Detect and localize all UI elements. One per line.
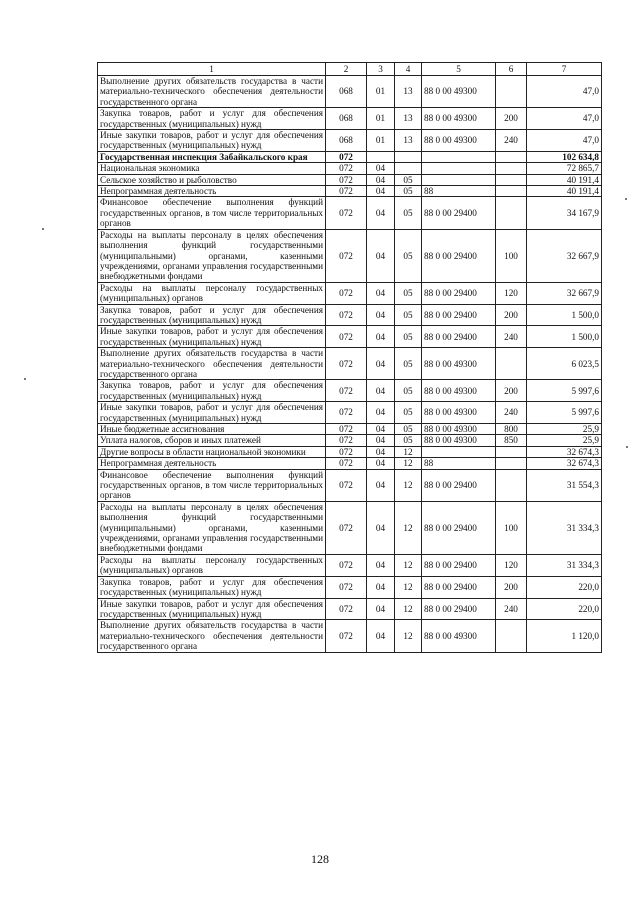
target-item-cell: 88 0 00 49300: [422, 435, 496, 446]
row-name-cell: Непрограммная деятельность: [98, 458, 326, 469]
amount-cell: 32 674,3: [527, 458, 602, 469]
row-name-cell: Иные закупки товаров, работ и услуг для обеспечения государственных (муниципальных) нужд: [98, 598, 326, 620]
subsection-cell: 12: [395, 598, 422, 620]
table-row: [98, 130, 602, 152]
expense-type-cell: 200: [496, 304, 527, 326]
column-header-2: 2: [326, 63, 367, 76]
subsection-cell: 12: [395, 620, 422, 652]
subsection-cell: 12: [395, 446, 422, 457]
target-item-cell: 88 0 00 29400: [422, 501, 496, 554]
table-row: [98, 282, 602, 304]
expense-type-cell: 240: [496, 130, 527, 152]
row-name-cell: Закупка товаров, работ и услуг для обеспечения государственных (муниципальных) нужд: [98, 380, 326, 402]
ministry-code-cell: 072: [326, 326, 367, 348]
ministry-code-cell: 072: [326, 151, 367, 162]
expense-type-cell: 240: [496, 326, 527, 348]
table-body: [98, 76, 602, 653]
ministry-code-cell: 072: [326, 304, 367, 326]
table-row: [98, 326, 602, 348]
subsection-cell: 12: [395, 458, 422, 469]
subsection-cell: 05: [395, 174, 422, 185]
section-cell: 04: [367, 348, 395, 380]
section-cell: 04: [367, 304, 395, 326]
row-name-cell: Сельское хозяйство и рыболовство: [98, 174, 326, 185]
section-cell: 04: [367, 469, 395, 501]
row-name-cell: Иные закупки товаров, работ и услуг для обеспечения государственных (муниципальных) нужд: [98, 326, 326, 348]
section-cell: 04: [367, 598, 395, 620]
table-row: [98, 108, 602, 130]
table-row: [98, 424, 602, 435]
scan-mark: [24, 378, 26, 380]
section-cell: 01: [367, 130, 395, 152]
column-header-7: 7: [527, 63, 602, 76]
row-name-cell: Выполнение других обязательств государства в части материально-технического обеспечения деятельности государственного органа: [98, 348, 326, 380]
column-header-6: 6: [496, 63, 527, 76]
target-item-cell: 88 0 00 49300: [422, 76, 496, 108]
target-item-cell: 88 0 00 29400: [422, 576, 496, 598]
row-name-cell: Финансовое обеспечение выполнения функций государственных органов, в том числе территориальных органов: [98, 197, 326, 229]
target-item-cell: 88 0 00 49300: [422, 380, 496, 402]
ministry-code-cell: 072: [326, 186, 367, 197]
section-cell: [367, 151, 395, 162]
column-header-4: 4: [395, 63, 422, 76]
amount-cell: 40 191,4: [527, 174, 602, 185]
expense-type-cell: [496, 469, 527, 501]
expense-type-cell: 100: [496, 229, 527, 282]
table-header-row: [98, 63, 602, 76]
table-row: [98, 446, 602, 457]
expense-type-cell: 800: [496, 424, 527, 435]
expense-type-cell: [496, 348, 527, 380]
target-item-cell: [422, 151, 496, 162]
section-cell: 04: [367, 446, 395, 457]
amount-cell: 32 674,3: [527, 446, 602, 457]
target-item-cell: 88 0 00 49300: [422, 108, 496, 130]
target-item-cell: 88 0 00 49300: [422, 424, 496, 435]
ministry-code-cell: 068: [326, 76, 367, 108]
table-row: [98, 435, 602, 446]
table-row: [98, 186, 602, 197]
amount-cell: 31 334,3: [527, 554, 602, 576]
table-row: [98, 197, 602, 229]
row-name-cell: Расходы на выплаты персоналу государственных (муниципальных) органов: [98, 282, 326, 304]
expense-type-cell: [496, 151, 527, 162]
table-row: [98, 598, 602, 620]
target-item-cell: 88 0 00 29400: [422, 197, 496, 229]
amount-cell: 72 865,7: [527, 163, 602, 174]
section-cell: 04: [367, 186, 395, 197]
ministry-code-cell: 072: [326, 402, 367, 424]
budget-table: [97, 62, 602, 653]
subsection-cell: 05: [395, 424, 422, 435]
row-name-cell: Иные закупки товаров, работ и услуг для обеспечения государственных (муниципальных) нужд: [98, 130, 326, 152]
amount-cell: 1 500,0: [527, 326, 602, 348]
expense-type-cell: [496, 163, 527, 174]
target-item-cell: 88 0 00 29400: [422, 469, 496, 501]
section-cell: 01: [367, 76, 395, 108]
expense-type-cell: [496, 174, 527, 185]
expense-type-cell: 120: [496, 282, 527, 304]
section-cell: 04: [367, 380, 395, 402]
ministry-code-cell: 072: [326, 501, 367, 554]
subsection-cell: 12: [395, 501, 422, 554]
ministry-code-cell: 072: [326, 282, 367, 304]
row-name-cell: Выполнение других обязательств государства в части материально-технического обеспечения деятельности государственного органа: [98, 76, 326, 108]
section-cell: 04: [367, 174, 395, 185]
amount-cell: 25,9: [527, 435, 602, 446]
ministry-code-cell: 072: [326, 598, 367, 620]
section-cell: 04: [367, 163, 395, 174]
ministry-code-cell: 072: [326, 469, 367, 501]
amount-cell: 6 023,5: [527, 348, 602, 380]
section-cell: 04: [367, 435, 395, 446]
row-name-cell: Иные бюджетные ассигнования: [98, 424, 326, 435]
row-name-cell: Закупка товаров, работ и услуг для обеспечения государственных (муниципальных) нужд: [98, 576, 326, 598]
expense-type-cell: 200: [496, 108, 527, 130]
row-name-cell: Непрограммная деятельность: [98, 186, 326, 197]
amount-cell: 31 334,3: [527, 501, 602, 554]
target-item-cell: 88: [422, 458, 496, 469]
table-row: [98, 554, 602, 576]
target-item-cell: 88 0 00 49300: [422, 402, 496, 424]
section-cell: 04: [367, 424, 395, 435]
subsection-cell: 13: [395, 76, 422, 108]
target-item-cell: [422, 174, 496, 185]
target-item-cell: 88 0 00 29400: [422, 282, 496, 304]
subsection-cell: 12: [395, 469, 422, 501]
section-cell: 04: [367, 501, 395, 554]
amount-cell: 220,0: [527, 576, 602, 598]
section-cell: 04: [367, 282, 395, 304]
ministry-code-cell: 072: [326, 576, 367, 598]
subsection-cell: 13: [395, 130, 422, 152]
expense-type-cell: 200: [496, 380, 527, 402]
row-name-cell: Национальная экономика: [98, 163, 326, 174]
target-item-cell: 88 0 00 29400: [422, 326, 496, 348]
section-cell: 04: [367, 402, 395, 424]
expense-type-cell: 850: [496, 435, 527, 446]
ministry-code-cell: 072: [326, 197, 367, 229]
expense-type-cell: [496, 197, 527, 229]
target-item-cell: 88 0 00 49300: [422, 348, 496, 380]
subsection-cell: 12: [395, 576, 422, 598]
ministry-code-cell: 072: [326, 435, 367, 446]
column-header-3: 3: [367, 63, 395, 76]
expense-type-cell: 120: [496, 554, 527, 576]
amount-cell: 47,0: [527, 108, 602, 130]
amount-cell: 1 500,0: [527, 304, 602, 326]
target-item-cell: [422, 446, 496, 457]
table-row: [98, 174, 602, 185]
subsection-cell: 05: [395, 435, 422, 446]
subsection-cell: 05: [395, 304, 422, 326]
target-item-cell: 88: [422, 186, 496, 197]
expense-type-cell: [496, 446, 527, 457]
target-item-cell: 88 0 00 29400: [422, 304, 496, 326]
ministry-code-cell: 072: [326, 554, 367, 576]
table-row: [98, 576, 602, 598]
ministry-code-cell: 072: [326, 446, 367, 457]
section-cell: 04: [367, 576, 395, 598]
section-cell: 04: [367, 620, 395, 652]
section-cell: 04: [367, 229, 395, 282]
row-name-cell: Финансовое обеспечение выполнения функций государственных органов, в том числе территориальных органов: [98, 469, 326, 501]
row-name-cell: Другие вопросы в области национальной экономики: [98, 446, 326, 457]
amount-cell: 5 997,6: [527, 380, 602, 402]
ministry-code-cell: 072: [326, 424, 367, 435]
table-row: [98, 229, 602, 282]
row-name-cell: Расходы на выплаты персоналу государственных (муниципальных) органов: [98, 554, 326, 576]
subsection-cell: 05: [395, 186, 422, 197]
row-name-cell: Выполнение других обязательств государства в части материально-технического обеспечения деятельности государственного органа: [98, 620, 326, 652]
ministry-code-cell: 072: [326, 174, 367, 185]
subsection-cell: [395, 163, 422, 174]
ministry-code-cell: 072: [326, 620, 367, 652]
ministry-code-cell: 072: [326, 229, 367, 282]
row-name-cell: Расходы на выплаты персоналу в целях обеспечения выполнения функций государственными (муниципальными) органами, казенными учреждениями, органами управления государственными внебюджетными фондами: [98, 501, 326, 554]
amount-cell: 32 667,9: [527, 229, 602, 282]
scan-mark: [42, 228, 44, 230]
amount-cell: 47,0: [527, 76, 602, 108]
expense-type-cell: 240: [496, 598, 527, 620]
section-cell: 04: [367, 326, 395, 348]
subsection-cell: 05: [395, 402, 422, 424]
ministry-code-cell: 072: [326, 458, 367, 469]
row-name-cell: Закупка товаров, работ и услуг для обеспечения государственных (муниципальных) нужд: [98, 304, 326, 326]
table-row: [98, 151, 602, 162]
expense-type-cell: [496, 620, 527, 652]
scan-mark: [625, 198, 627, 200]
ministry-code-cell: 068: [326, 108, 367, 130]
target-item-cell: 88 0 00 29400: [422, 229, 496, 282]
amount-cell: 31 554,3: [527, 469, 602, 501]
scan-mark: [626, 446, 628, 448]
subsection-cell: [395, 151, 422, 162]
target-item-cell: 88 0 00 29400: [422, 554, 496, 576]
ministry-code-cell: 068: [326, 130, 367, 152]
ministry-code-cell: 072: [326, 380, 367, 402]
row-name-cell: Закупка товаров, работ и услуг для обеспечения государственных (муниципальных) нужд: [98, 108, 326, 130]
section-cell: 04: [367, 197, 395, 229]
subsection-cell: 12: [395, 554, 422, 576]
table-row: [98, 76, 602, 108]
subsection-cell: 13: [395, 108, 422, 130]
column-header-5: 5: [422, 63, 496, 76]
amount-cell: 47,0: [527, 130, 602, 152]
target-item-cell: 88 0 00 49300: [422, 620, 496, 652]
table-row: [98, 402, 602, 424]
section-cell: 04: [367, 554, 395, 576]
ministry-code-cell: 072: [326, 163, 367, 174]
target-item-cell: 88 0 00 49300: [422, 130, 496, 152]
table-row: [98, 458, 602, 469]
page-number: 128: [311, 852, 329, 866]
amount-cell: 40 191,4: [527, 186, 602, 197]
expense-type-cell: [496, 186, 527, 197]
section-cell: 04: [367, 458, 395, 469]
expense-type-cell: 100: [496, 501, 527, 554]
expense-type-cell: [496, 458, 527, 469]
target-item-cell: [422, 163, 496, 174]
subsection-cell: 05: [395, 282, 422, 304]
table-row: [98, 501, 602, 554]
table-row: [98, 620, 602, 652]
ministry-code-cell: 072: [326, 348, 367, 380]
subsection-cell: 05: [395, 348, 422, 380]
table-row: [98, 380, 602, 402]
amount-cell: 34 167,9: [527, 197, 602, 229]
row-name-cell: Иные закупки товаров, работ и услуг для обеспечения государственных (муниципальных) нужд: [98, 402, 326, 424]
amount-cell: 5 997,6: [527, 402, 602, 424]
target-item-cell: 88 0 00 29400: [422, 598, 496, 620]
subsection-cell: 05: [395, 380, 422, 402]
amount-cell: 220,0: [527, 598, 602, 620]
section-cell: 01: [367, 108, 395, 130]
amount-cell: 1 120,0: [527, 620, 602, 652]
row-name-cell: Расходы на выплаты персоналу в целях обеспечения выполнения функций государственными (муниципальными) органами, казенными учреждениями, органами управления государственными внебюджетными фондами: [98, 229, 326, 282]
subsection-cell: 05: [395, 229, 422, 282]
expense-type-cell: 240: [496, 402, 527, 424]
row-name-cell: Уплата налогов, сборов и иных платежей: [98, 435, 326, 446]
table-row: [98, 304, 602, 326]
subsection-cell: 05: [395, 326, 422, 348]
amount-cell: 32 667,9: [527, 282, 602, 304]
table-row: [98, 163, 602, 174]
subsection-cell: 05: [395, 197, 422, 229]
column-header-1: 1: [98, 63, 326, 76]
table-row: [98, 348, 602, 380]
amount-cell: 102 634,8: [527, 151, 602, 162]
expense-type-cell: 200: [496, 576, 527, 598]
table-row: [98, 469, 602, 501]
expense-type-cell: [496, 76, 527, 108]
amount-cell: 25,9: [527, 424, 602, 435]
row-name-cell: Государственная инспекция Забайкальского края: [98, 151, 326, 162]
